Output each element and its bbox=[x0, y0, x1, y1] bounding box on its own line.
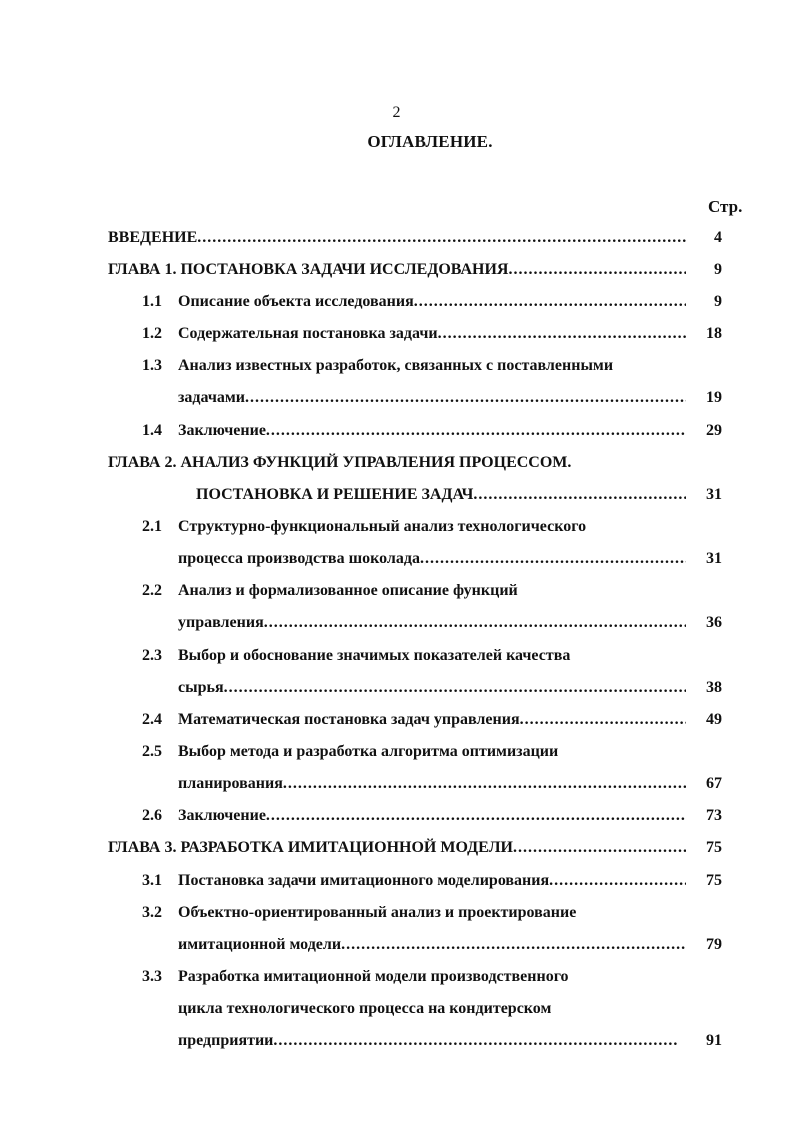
section-number: 3.1 bbox=[142, 872, 162, 889]
toc-entry-text: Заключение bbox=[178, 807, 266, 824]
toc-entry-text: имитационной модели bbox=[178, 936, 342, 953]
toc-entry-2-3-line2[interactable] bbox=[178, 676, 686, 700]
toc-entry-text: Выбор и обоснование значимых показателей качества bbox=[178, 647, 571, 664]
toc-page-ch2: 31 bbox=[706, 486, 722, 503]
toc-entry-3-2-line1[interactable] bbox=[142, 901, 576, 925]
toc-entry-text: ПОСТАНОВКА И РЕШЕНИЕ ЗАДАЧ bbox=[196, 486, 474, 503]
toc-page-2-1: 31 bbox=[706, 550, 722, 567]
toc-entry-text: ВВЕДЕНИЕ bbox=[108, 229, 198, 246]
toc-entry-intro[interactable] bbox=[108, 226, 686, 250]
toc-page-ch3: 75 bbox=[706, 839, 722, 856]
toc-entry-3-3-line3[interactable] bbox=[178, 1029, 678, 1053]
toc-page-1-3: 19 bbox=[706, 389, 722, 406]
toc-entry-text: Содержательная постановка задачи bbox=[178, 325, 438, 342]
toc-page-2-6: 73 bbox=[706, 807, 722, 824]
toc-entry-text: Разработка имитационной модели производственного bbox=[178, 968, 569, 985]
section-number: 1.3 bbox=[142, 357, 162, 374]
toc-entry-text: ГЛАВА 3. РАЗРАБОТКА ИМИТАЦИОННОЙ МОДЕЛИ bbox=[108, 839, 513, 856]
section-number: 3.2 bbox=[142, 904, 162, 921]
toc-entry-ch3[interactable] bbox=[108, 836, 686, 860]
toc-entry-1-2[interactable] bbox=[142, 322, 686, 346]
toc-entry-text: планирования bbox=[178, 775, 283, 792]
toc-entry-2-3-line1[interactable] bbox=[142, 644, 570, 668]
toc-entry-text: процесса производства шоколада bbox=[178, 550, 420, 567]
toc-page-2-4: 49 bbox=[706, 711, 722, 728]
section-number: 1.2 bbox=[142, 325, 162, 342]
toc-entry-text: предприятии bbox=[178, 1032, 274, 1049]
toc-page-1-4: 29 bbox=[706, 422, 722, 439]
toc-entry-text: Структурно-функциональный анализ технологического bbox=[178, 518, 587, 535]
toc-page-ch1: 9 bbox=[714, 261, 722, 278]
toc-entry-text: Заключение bbox=[178, 422, 266, 439]
section-number: 2.4 bbox=[142, 711, 162, 728]
toc-entry-text: Математическая постановка задач управления bbox=[178, 711, 520, 728]
toc-entry-2-1-line2[interactable] bbox=[178, 547, 686, 571]
toc-entry-text: Постановка задачи имитационного моделирования bbox=[178, 872, 550, 889]
toc-entry-text: ГЛАВА 1. ПОСТАНОВКА ЗАДАЧИ ИССЛЕДОВАНИЯ bbox=[108, 261, 509, 278]
toc-page-1-2: 18 bbox=[706, 325, 722, 342]
toc-entry-3-2-line2[interactable] bbox=[178, 933, 686, 957]
section-number: 2.2 bbox=[142, 582, 162, 599]
toc-entry-3-3-line2[interactable]: цикла технологического процесса на кондитерском bbox=[178, 1000, 552, 1017]
toc-entry-2-1-line1[interactable] bbox=[142, 515, 586, 539]
toc-entry-3-3-line1[interactable] bbox=[142, 965, 569, 989]
toc-entry-2-6[interactable] bbox=[142, 804, 686, 828]
toc-entry-2-2-line1[interactable] bbox=[142, 579, 518, 603]
section-number: 2.1 bbox=[142, 518, 162, 535]
toc-title: ОГЛАВЛЕНИЕ. bbox=[367, 132, 493, 151]
section-number: 2.5 bbox=[142, 743, 162, 760]
toc-entry-1-1[interactable] bbox=[142, 290, 686, 314]
toc-entry-text: Описание объекта исследования bbox=[178, 293, 414, 310]
section-number: 2.3 bbox=[142, 647, 162, 664]
toc-page-2-2: 36 bbox=[706, 614, 722, 631]
toc-entry-text: Выбор метода и разработка алгоритма оптимизации bbox=[178, 743, 559, 760]
toc-page-intro: 4 bbox=[714, 229, 722, 246]
toc-entry-2-5-line2[interactable] bbox=[178, 772, 686, 796]
toc-entry-ch1[interactable] bbox=[108, 258, 686, 282]
toc-entry-1-3-line2[interactable] bbox=[178, 386, 686, 410]
toc-entry-text: Анализ известных разработок, связанных с поставленными bbox=[178, 357, 614, 374]
section-number: 3.3 bbox=[142, 968, 162, 985]
toc-entry-text: сырья bbox=[178, 679, 224, 696]
page-column-label: Стр. bbox=[708, 197, 743, 216]
toc-entry-1-3-line1[interactable] bbox=[142, 354, 613, 378]
section-number: 1.4 bbox=[142, 422, 162, 439]
toc-entry-text: Объектно-ориентированный анализ и проектирование bbox=[178, 904, 577, 921]
toc-entry-text: Анализ и формализованное описание функций bbox=[178, 582, 518, 599]
toc-entry-1-4[interactable] bbox=[142, 419, 686, 443]
toc-entry-text: управления bbox=[178, 614, 264, 631]
toc-entry-text: задачами bbox=[178, 389, 246, 406]
toc-page-2-5: 67 bbox=[706, 775, 722, 792]
page-number: 2 bbox=[392, 104, 401, 121]
toc-page-3-1: 75 bbox=[706, 872, 722, 889]
toc-entry-2-4[interactable] bbox=[142, 708, 686, 732]
section-number: 1.1 bbox=[142, 293, 162, 310]
toc-page-3-2: 79 bbox=[706, 936, 722, 953]
toc-entry-3-1[interactable] bbox=[142, 869, 686, 893]
toc-entry-2-2-line2[interactable] bbox=[178, 611, 686, 635]
toc-entry-ch2-line2[interactable] bbox=[196, 483, 686, 507]
section-number: 2.6 bbox=[142, 807, 162, 824]
toc-entry-ch2-line1[interactable]: ГЛАВА 2. АНАЛИЗ ФУНКЦИЙ УПРАВЛЕНИЯ ПРОЦЕССОМ. bbox=[108, 454, 572, 471]
toc-page-3-3: 91 bbox=[706, 1032, 722, 1049]
toc-entry-2-5-line1[interactable] bbox=[142, 740, 558, 764]
toc-page-2-3: 38 bbox=[706, 679, 722, 696]
toc-page-1-1: 9 bbox=[714, 293, 722, 310]
